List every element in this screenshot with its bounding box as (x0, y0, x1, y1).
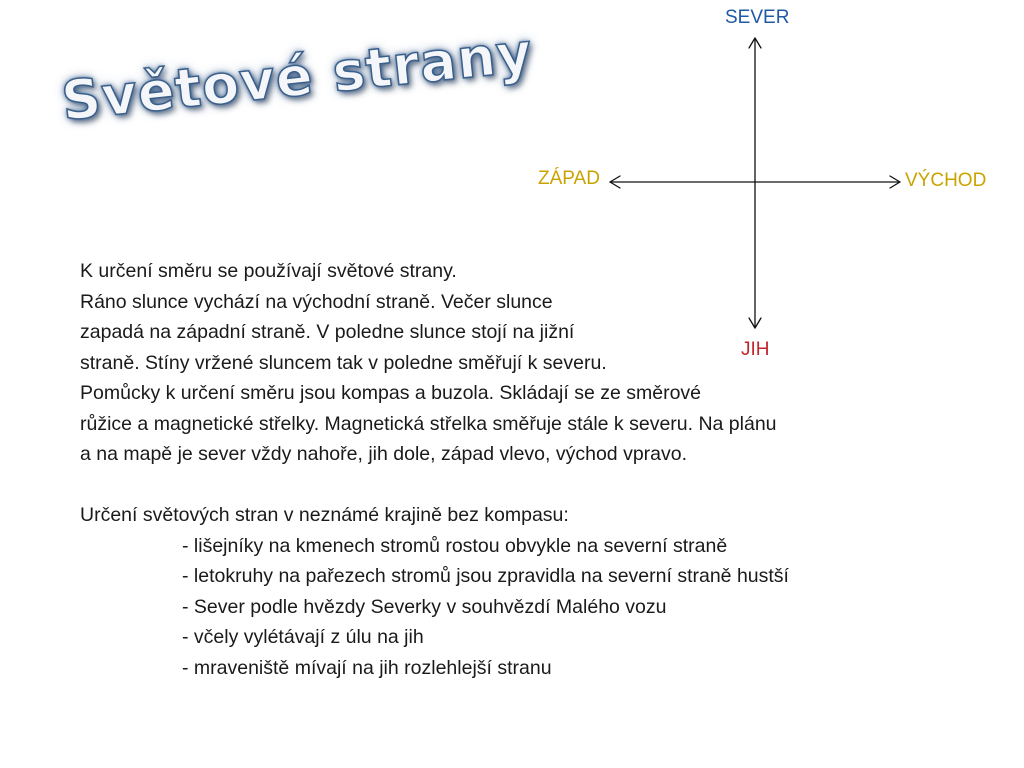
paragraph-gap (80, 470, 789, 501)
south-label: JIH (741, 339, 770, 360)
east-label: VÝCHOD (905, 170, 987, 191)
list-item: - mraveniště mívají na jih rozlehlejší stranu (182, 656, 552, 679)
paragraph-line: Ráno slunce vychází na východní straně. Večer slunce (80, 290, 553, 313)
paragraph-line: růžice a magnetické střelky. Magnetická střelka směřuje stále k severu. Na plánu (80, 412, 777, 435)
list-item: - lišejníky na kmenech stromů rostou obvykle na severní straně (182, 534, 728, 557)
list-item: - letokruhy na pařezech stromů jsou zpravidla na severní straně hustší (182, 565, 789, 587)
list-heading: Určení světových stran v neznámé krajině bez kompasu: (80, 504, 569, 526)
slide-title: Světové strany (58, 20, 536, 133)
north-label: SEVER (725, 7, 790, 28)
paragraph-line: Pomůcky k určení směru jsou kompas a buzola. Skládají se ze směrové (80, 382, 702, 404)
paragraph-line: zapadá na západní straně. V poledne slunce stojí na jižní (80, 321, 575, 343)
paragraph-line: straně. Stíny vržené sluncem tak v poledne směřují k severu. (80, 351, 607, 374)
west-label: ZÁPAD (538, 168, 600, 189)
list-item: - Sever podle hvězdy Severky v souhvězdí Malého vozu (182, 595, 667, 618)
body-text (80, 256, 789, 683)
list-item: - včely vylétávají z úlu na jih (182, 626, 424, 648)
paragraph-line: a na mapě je sever vždy nahoře, jih dole, západ vlevo, východ vpravo. (80, 443, 688, 465)
paragraph-line: K určení směru se používají světové strany. (80, 260, 457, 282)
